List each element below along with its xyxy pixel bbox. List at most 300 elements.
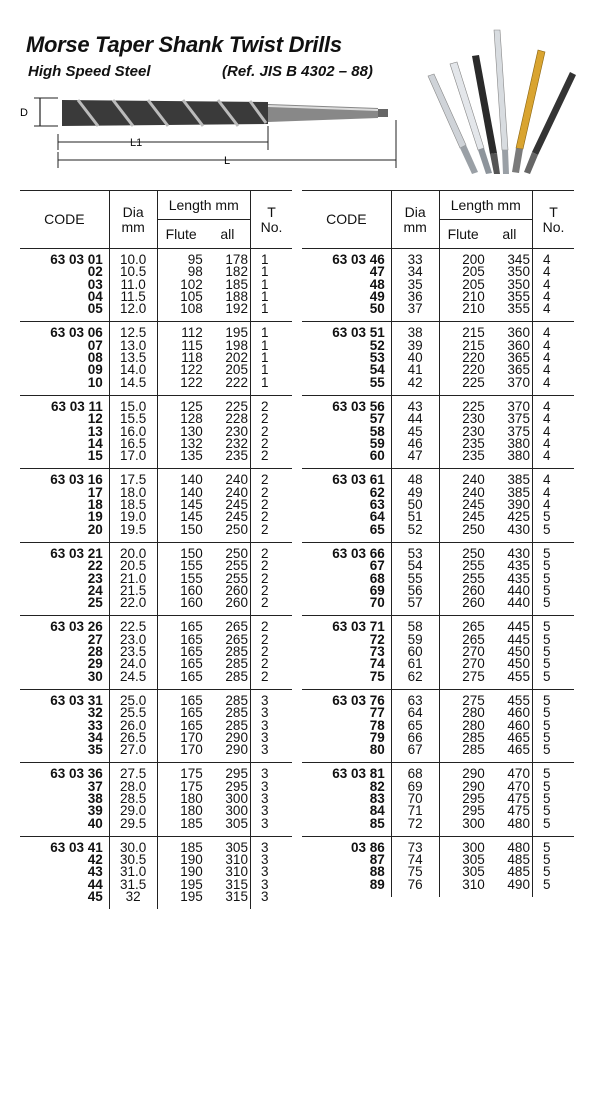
cell-code: 63 03 11 [20, 395, 109, 413]
cell-dia: 12.0 [109, 303, 157, 322]
table-row [302, 836, 574, 854]
table-row [302, 634, 574, 646]
cell-code: 22 [87, 558, 103, 574]
cell-dia: 32 [109, 891, 157, 909]
cell-dia: 49 [391, 487, 439, 499]
cell-flute-length: 310 [439, 879, 487, 897]
t-header-text: T [549, 203, 558, 220]
cell-flute-length: 122 [157, 364, 205, 376]
cell-overall-length: 240 [205, 469, 251, 487]
cell-code: 20 [87, 521, 103, 537]
cell-dia: 23.0 [109, 634, 157, 646]
page-title: Morse Taper Shank Twist Drills [26, 32, 342, 57]
cell-taper-no: 2 [250, 524, 292, 543]
cell-flute-length: 185 [157, 836, 205, 854]
cell-code: 64 [369, 509, 385, 525]
cell-flute-length: 285 [439, 744, 487, 763]
cell-dia: 31.0 [109, 866, 157, 878]
cell-dia: 11.0 [109, 279, 157, 291]
cell-code: 63 03 36 [20, 763, 109, 781]
table-row [20, 340, 292, 352]
material-subtitle: High Speed Steel [28, 63, 151, 80]
cell-dia: 24.5 [109, 671, 157, 690]
cell-dia: 71 [391, 805, 439, 817]
cell-code: 34 [87, 729, 103, 745]
cell-overall-length: 205 [225, 362, 248, 378]
cell-code: 69 [369, 582, 385, 598]
cell-dia: 73 [391, 836, 439, 854]
cell-taper-no: 5 [532, 793, 574, 805]
cell-code: 83 [369, 790, 385, 806]
cell-code: 63 03 46 [302, 249, 391, 267]
cell-dia: 23.5 [109, 646, 157, 658]
cell-taper-no: 4 [532, 499, 574, 511]
cell-taper-no: 5 [532, 634, 574, 646]
cell-code: 85 [369, 815, 385, 831]
cell-overall-length: 202 [225, 350, 248, 366]
cell-code: 18 [87, 497, 103, 513]
cell-flute-length: 215 [439, 340, 487, 352]
table-row [20, 352, 292, 364]
table-row [302, 689, 574, 707]
cell-taper-no: 1 [250, 364, 292, 376]
cell-overall-length: 455 [487, 689, 533, 707]
cell-code: 63 03 61 [302, 469, 391, 487]
cell-taper-no: 3 [250, 689, 292, 707]
cell-flute-length: 275 [439, 671, 487, 690]
cell-flute-length: 150 [157, 542, 205, 560]
table-row [20, 438, 292, 450]
cell-taper-no: 4 [532, 303, 574, 322]
cell-taper-no: 3 [250, 744, 292, 763]
table-row [302, 340, 574, 352]
cell-flute-length: 290 [439, 781, 487, 793]
table-row [302, 560, 574, 572]
cell-flute-length: 160 [157, 597, 205, 616]
drill-table-right-body [302, 191, 574, 898]
table-row [20, 616, 292, 634]
cell-dia: 31.5 [109, 879, 157, 891]
cell-taper-no: 4 [532, 469, 574, 487]
cell-code: 62 [369, 484, 385, 500]
cell-taper-no: 5 [532, 658, 574, 670]
table-row [20, 854, 292, 866]
cell-taper-no: 5 [532, 866, 574, 878]
cell-code: 44 [87, 876, 103, 892]
cell-flute-length: 300 [439, 836, 487, 854]
table-row [20, 426, 292, 438]
column-header-flute: Flute [439, 220, 487, 249]
cell-dia: 56 [391, 585, 439, 597]
cell-dia: 62 [391, 671, 439, 690]
cell-flute-length: 108 [157, 303, 205, 322]
table-row [302, 616, 574, 634]
cell-dia: 30.0 [109, 836, 157, 854]
cell-code: 39 [87, 803, 103, 819]
cell-code: 40 [87, 815, 103, 831]
cell-overall-length: 445 [507, 631, 530, 647]
cell-taper-no: 3 [250, 854, 292, 866]
cell-taper-no: 5 [532, 781, 574, 793]
cell-overall-length: 375 [507, 423, 530, 439]
cell-dia: 24.0 [109, 658, 157, 670]
cell-taper-no: 5 [532, 646, 574, 658]
cell-code: 35 [87, 742, 103, 758]
cell-flute-length: 165 [157, 689, 205, 707]
cell-overall-length: 385 [507, 484, 530, 500]
cell-dia: 63 [391, 689, 439, 707]
cell-flute-length: 265 [439, 616, 487, 634]
cell-dia: 17.0 [109, 450, 157, 469]
cell-dia: 48 [391, 469, 439, 487]
cell-taper-no: 2 [250, 616, 292, 634]
table-row [302, 707, 574, 719]
cell-taper-no: 4 [532, 450, 574, 469]
cell-code: 12 [87, 411, 103, 427]
cell-code: 80 [369, 742, 385, 758]
table-row [302, 291, 574, 303]
cell-flute-length: 185 [157, 818, 205, 837]
table-row [302, 469, 574, 487]
cell-flute-length: 225 [439, 395, 487, 413]
cell-flute-length: 240 [439, 469, 487, 487]
cell-flute-length: 295 [439, 793, 487, 805]
cell-taper-no: 2 [250, 413, 292, 425]
table-row [20, 487, 292, 499]
cell-taper-no: 3 [250, 720, 292, 732]
cell-taper-no: 2 [250, 487, 292, 499]
cell-overall-length: 370 [507, 374, 530, 390]
cell-code: 79 [369, 729, 385, 745]
cell-overall-length: 465 [507, 742, 530, 758]
cell-dia: 25.0 [109, 689, 157, 707]
table-row [20, 891, 292, 909]
cell-overall-length: 230 [225, 423, 248, 439]
cell-overall-length: 350 [507, 264, 530, 280]
cell-flute-length: 118 [157, 352, 205, 364]
column-header-t-no [532, 191, 574, 249]
cell-flute-length: 260 [439, 585, 487, 597]
cell-dia: 42 [391, 377, 439, 396]
cell-overall-length: 365 [507, 362, 530, 378]
cell-overall-length: 310 [225, 864, 248, 880]
table-row [302, 413, 574, 425]
cell-overall-length: 198 [225, 337, 248, 353]
cell-flute-length: 305 [439, 854, 487, 866]
cell-taper-no: 5 [532, 511, 574, 523]
cell-taper-no: 3 [250, 836, 292, 854]
cell-dia: 16.5 [109, 438, 157, 450]
cell-dia: 18.0 [109, 487, 157, 499]
cell-overall-length: 380 [507, 448, 530, 464]
cell-taper-no: 4 [532, 364, 574, 376]
drill-tang [378, 109, 388, 117]
cell-taper-no: 2 [250, 560, 292, 572]
cell-taper-no: 2 [250, 542, 292, 560]
cell-code: 33 [87, 717, 103, 733]
cell-dia: 21.5 [109, 585, 157, 597]
cell-dia: 40 [391, 352, 439, 364]
cell-code: 55 [369, 374, 385, 390]
cell-taper-no: 4 [532, 413, 574, 425]
table-row [20, 646, 292, 658]
cell-code: 05 [87, 301, 103, 317]
cell-dia: 58 [391, 616, 439, 634]
cell-taper-no: 2 [250, 395, 292, 413]
cell-flute-length: 215 [439, 322, 487, 340]
cell-flute-length: 235 [439, 438, 487, 450]
cell-code: 17 [87, 484, 103, 500]
cell-dia: 10.0 [109, 249, 157, 267]
cell-taper-no: 3 [250, 732, 292, 744]
cell-taper-no: 5 [532, 524, 574, 543]
cell-dia: 36 [391, 291, 439, 303]
cell-code: 29 [87, 656, 103, 672]
cell-taper-no: 3 [250, 879, 292, 891]
cell-taper-no: 2 [250, 671, 292, 690]
cell-overall-length: 285 [225, 705, 248, 721]
cell-flute-length: 200 [439, 249, 487, 267]
cell-dia: 67 [391, 744, 439, 763]
table-row [20, 469, 292, 487]
cell-code: 63 03 31 [20, 689, 109, 707]
cell-code: 72 [369, 631, 385, 647]
cell-dia: 26.5 [109, 732, 157, 744]
cell-taper-no: 1 [250, 322, 292, 340]
cell-dia: 14.0 [109, 364, 157, 376]
cell-overall-length: 300 [225, 803, 248, 819]
cell-dia: 28.0 [109, 781, 157, 793]
cell-flute-length: 140 [157, 469, 205, 487]
cell-taper-no: 5 [532, 732, 574, 744]
cell-overall-length: 460 [507, 717, 530, 733]
cell-flute-length: 128 [157, 413, 205, 425]
cell-flute-length: 240 [439, 487, 487, 499]
cell-code: 63 03 76 [302, 689, 391, 707]
cell-taper-no: 2 [250, 438, 292, 450]
cell-taper-no: 2 [250, 450, 292, 469]
cell-flute-length: 160 [157, 585, 205, 597]
cell-taper-no: 5 [532, 720, 574, 732]
cell-overall-length: 188 [225, 288, 248, 304]
cell-flute-length: 165 [157, 634, 205, 646]
cell-code: 63 03 51 [302, 322, 391, 340]
cell-taper-no: 4 [532, 340, 574, 352]
cell-taper-no: 5 [532, 671, 574, 690]
table-row [20, 573, 292, 585]
cell-flute-length: 265 [439, 634, 487, 646]
cell-overall-length: 430 [507, 521, 530, 537]
cell-flute-length: 295 [439, 805, 487, 817]
column-header-length [439, 191, 532, 220]
cell-taper-no: 5 [532, 854, 574, 866]
table-row [302, 879, 574, 897]
table-row [20, 634, 292, 646]
cell-dia: 70 [391, 793, 439, 805]
cell-code: 78 [369, 717, 385, 733]
cell-dia: 28.5 [109, 793, 157, 805]
cell-code: 63 03 16 [20, 469, 109, 487]
table-row [302, 646, 574, 658]
cell-code: 75 [369, 668, 385, 684]
cell-taper-no: 2 [250, 658, 292, 670]
table-row [302, 249, 574, 267]
table-row [302, 585, 574, 597]
cell-dia: 21.0 [109, 573, 157, 585]
cell-dia: 10.5 [109, 266, 157, 278]
cell-flute-length: 122 [157, 377, 205, 396]
cell-taper-no: 1 [250, 279, 292, 291]
cell-code: 02 [87, 264, 103, 280]
table-row [302, 395, 574, 413]
table-row [302, 818, 574, 837]
cell-overall-length: 300 [225, 790, 248, 806]
drill-table-left-body [20, 191, 292, 910]
cell-code: 65 [369, 521, 385, 537]
cell-code: 25 [87, 595, 103, 611]
cell-flute-length: 205 [439, 266, 487, 278]
cell-dia: 15.5 [109, 413, 157, 425]
cell-overall-length: 440 [507, 582, 530, 598]
cell-flute-length: 245 [439, 499, 487, 511]
cell-code: 63 03 21 [20, 542, 109, 560]
cell-overall-length: 375 [507, 411, 530, 427]
cell-flute-length: 305 [439, 866, 487, 878]
cell-code: 87 [369, 852, 385, 868]
cell-flute-length: 175 [157, 781, 205, 793]
table-row [20, 542, 292, 560]
cell-flute-length: 190 [157, 854, 205, 866]
cell-overall-length: 290 [225, 742, 248, 758]
cell-overall-length: 250 [225, 521, 248, 537]
cell-overall-length: 235 [225, 448, 248, 464]
cell-dia: 54 [391, 560, 439, 572]
table-row [20, 689, 292, 707]
cell-code: 07 [87, 337, 103, 353]
table-row [302, 732, 574, 744]
column-header-dia [109, 191, 157, 249]
table-row [302, 781, 574, 793]
cell-dia: 22.0 [109, 597, 157, 616]
cell-code: 32 [87, 705, 103, 721]
cell-dia: 14.5 [109, 377, 157, 396]
cell-dia: 45 [391, 426, 439, 438]
cell-overall-length: 285 [225, 656, 248, 672]
cell-flute-length: 145 [157, 499, 205, 511]
cell-code: 28 [87, 644, 103, 660]
cell-dia: 60 [391, 646, 439, 658]
cell-code: 88 [369, 864, 385, 880]
cell-overall-length: 285 [225, 644, 248, 660]
cell-dia: 35 [391, 279, 439, 291]
cell-overall-length: 435 [507, 558, 530, 574]
table-row [302, 866, 574, 878]
column-header-all: all [220, 225, 235, 242]
cell-flute-length: 180 [157, 793, 205, 805]
cell-flute-length: 205 [439, 279, 487, 291]
table-row [302, 793, 574, 805]
cell-dia: 39 [391, 340, 439, 352]
table-row [20, 279, 292, 291]
table-row [302, 573, 574, 585]
cell-code: 30 [87, 668, 103, 684]
table-row [20, 658, 292, 670]
table-row [20, 524, 292, 543]
cell-flute-length: 225 [439, 377, 487, 396]
cell-code: 38 [87, 790, 103, 806]
cell-overall-length: 475 [507, 803, 530, 819]
cell-taper-no: 5 [532, 707, 574, 719]
cell-overall-length: 485 [507, 852, 530, 868]
cell-overall-length: 295 [225, 778, 248, 794]
cell-code: 47 [369, 264, 385, 280]
cell-code: 03 [87, 276, 103, 292]
cell-overall-length: 285 [225, 717, 248, 733]
cell-taper-no: 4 [532, 377, 574, 396]
drill-table-left [20, 190, 292, 909]
cell-flute-length: 125 [157, 395, 205, 413]
cell-dia: 50 [391, 499, 439, 511]
column-header-length [157, 191, 250, 220]
table-row [20, 879, 292, 891]
cell-overall-length: 480 [507, 815, 530, 831]
column-header-flute: Flute [157, 220, 205, 249]
cell-dia: 27.5 [109, 763, 157, 781]
cell-taper-no: 5 [532, 560, 574, 572]
cell-flute-length: 255 [439, 573, 487, 585]
cell-code: 04 [87, 288, 103, 304]
cell-taper-no: 5 [532, 836, 574, 854]
table-row [20, 291, 292, 303]
table-row [20, 364, 292, 376]
cell-flute-length: 140 [157, 487, 205, 499]
cell-taper-no: 2 [250, 469, 292, 487]
cell-flute-length: 165 [157, 720, 205, 732]
cell-flute-length: 300 [439, 818, 487, 837]
table-row [302, 303, 574, 322]
table-row [20, 732, 292, 744]
column-header-dia [391, 191, 439, 249]
cell-flute-length: 115 [157, 340, 205, 352]
table-row [302, 744, 574, 763]
cell-dia: 59 [391, 634, 439, 646]
cell-code: 52 [369, 337, 385, 353]
cell-overall-length: 305 [205, 836, 251, 854]
cell-overall-length: 485 [507, 864, 530, 880]
cell-taper-no: 2 [250, 597, 292, 616]
cell-flute-length: 210 [439, 291, 487, 303]
cell-code: 63 [369, 497, 385, 513]
cell-overall-length: 222 [225, 374, 248, 390]
cell-overall-length: 315 [225, 889, 248, 905]
standard-reference: (Ref. JIS B 4302 – 88) [222, 63, 373, 80]
cell-dia: 61 [391, 658, 439, 670]
cell-code: 89 [369, 876, 385, 892]
cell-overall-length: 182 [225, 264, 248, 280]
table-row [302, 805, 574, 817]
table-row [20, 763, 292, 781]
table-row [20, 450, 292, 469]
cell-taper-no: 3 [250, 891, 292, 909]
table-row [302, 364, 574, 376]
table-row [302, 542, 574, 560]
cell-code: 43 [87, 864, 103, 880]
cell-taper-no: 2 [250, 511, 292, 523]
cell-taper-no: 1 [250, 249, 292, 267]
table-row [302, 377, 574, 396]
table-row [20, 303, 292, 322]
cell-dia: 41 [391, 364, 439, 376]
